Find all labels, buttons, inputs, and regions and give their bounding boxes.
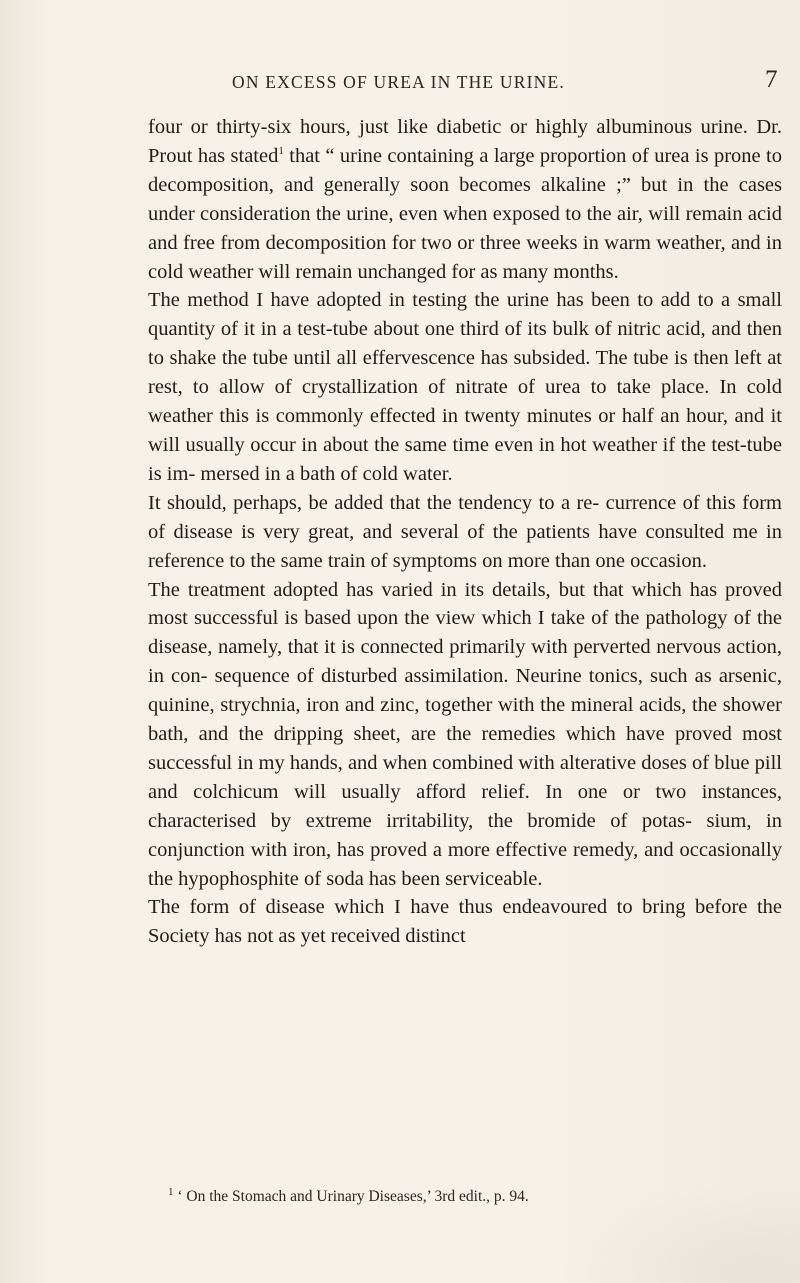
paragraph-1-rest: that “ urine containing a large proportion of urea is prone to decomposition, and generally soon becomes alkaline ;” but in the cases under consideration the urine, even when exposed to the air, will remain acid and free from decomposition for two or three weeks in warm weather, and in cold weather will remain unchanged for as many months.	[148, 144, 782, 283]
paragraph-1-start: four or thirty-six hours, just like diabetic or highly albuminous urine. Dr. Prout has stated	[148, 116, 782, 167]
footnote-text: ‘ On the Stomach and Urinary Diseases,’ 3rd edit., p. 94.	[173, 1188, 529, 1205]
paragraph-3: It should, perhaps, be added that the tendency to a re- currence of this form of disease is very great, and several of the patients have consulted me in reference to the same train of symptoms on more than one occasion.	[148, 491, 782, 572]
paragraph-1	[148, 113, 782, 286]
paragraph-2: The method I have adopted in testing the urine has been to add to a small quantity of it in a test-tube about one third of its bulk of nitric acid, and then to shake the tube until all effervescence has subsided. The tube is then left at rest, to allow of crystallization of nitrate of urea to take place. In cold weather this is commonly effected in twenty minutes or half an hour, and it will usually occur in about the same time even in hot weather if the test-tube is im- mersed in a bath of cold water.	[148, 289, 782, 485]
page-number: 7	[765, 66, 778, 93]
paper-stain	[560, 1180, 800, 1283]
paragraph-5: The form of disease which I have thus endeavoured to bring before the Society has not as yet received distinct	[148, 896, 782, 948]
footnote-reference: 1	[278, 145, 284, 158]
footnote-marker: 1	[168, 1185, 174, 1198]
paragraph-4: The treatment adopted has varied in its details, but that which has proved most successful is based upon the view which I take of the pathology of the disease, namely, that it is connected primarily with perverted nervous action, in con- sequence of disturbed assimilation. Neurine tonics, such as arsenic, quinine, strychnia, iron and zinc, together with the mineral acids, the shower bath, and the dripping sheet, are the remedies which have proved most successful in my hands, and when combined with alterative doses of blue pill and colchicum will usually afford relief. In one or two instances, characterised by extreme irritability, the bromide of potas- sium, in conjunction with iron, has proved a more effective remedy, and occasionally the hypophosphite of soda has been serviceable.	[148, 578, 782, 890]
body-text	[148, 113, 782, 951]
running-header: ON EXCESS OF UREA IN THE URINE.	[232, 72, 565, 92]
